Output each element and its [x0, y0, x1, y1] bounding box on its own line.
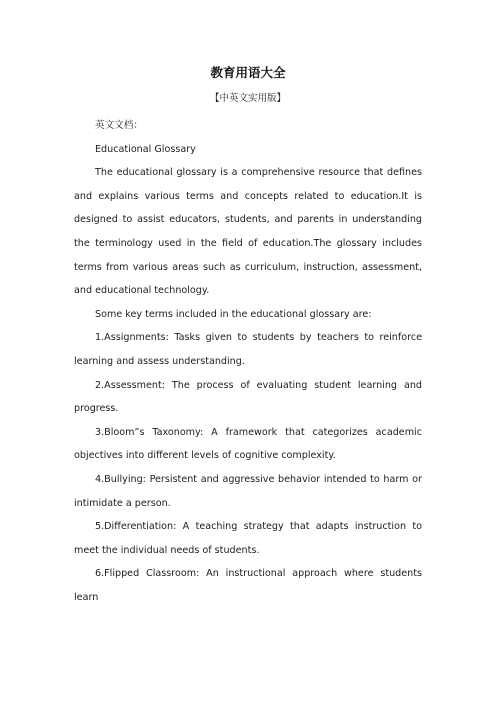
term-assessment: 2.Assessment: The process of evaluating student learning and progress.: [74, 379, 422, 415]
document-subtitle: 【中英文实用版】: [209, 93, 286, 104]
section-label: 英文文档：: [95, 120, 143, 131]
term-flipped-classroom: 6.Flipped Classroom: An instructional approach where students learn: [74, 568, 422, 603]
document-title: 教育用语大全: [210, 65, 286, 80]
term-bullying: 4.Bullying: Persistent and aggressive behavior intended to harm or intimidate a person.: [74, 473, 422, 509]
term-blooms-taxonomy: 3.Bloom”s Taxonomy: A framework that categorizes academic objectives into different levels of cognitive complexity.: [74, 426, 422, 462]
intro-paragraph: The educational glossary is a comprehensive resource that defines and explains various terms and concepts related to education.It is designed to assist educators, students, and parents in understanding the terminology used in the field of education.The glossary includes terms from various areas such as curriculum, instruction, assessment, and educational technology.: [74, 167, 422, 297]
term-assignments: 1.Assignments: Tasks given to students by teachers to reinforce learning and assess understanding.: [74, 332, 422, 367]
document-body: [74, 114, 422, 609]
key-terms-intro: Some key terms included in the educational glossary are:: [95, 308, 372, 320]
term-differentiation: 5.Differentiation: A teaching strategy that adapts instruction to meet the individual needs of students.: [74, 521, 422, 556]
glossary-heading: Educational Glossary: [95, 143, 196, 155]
